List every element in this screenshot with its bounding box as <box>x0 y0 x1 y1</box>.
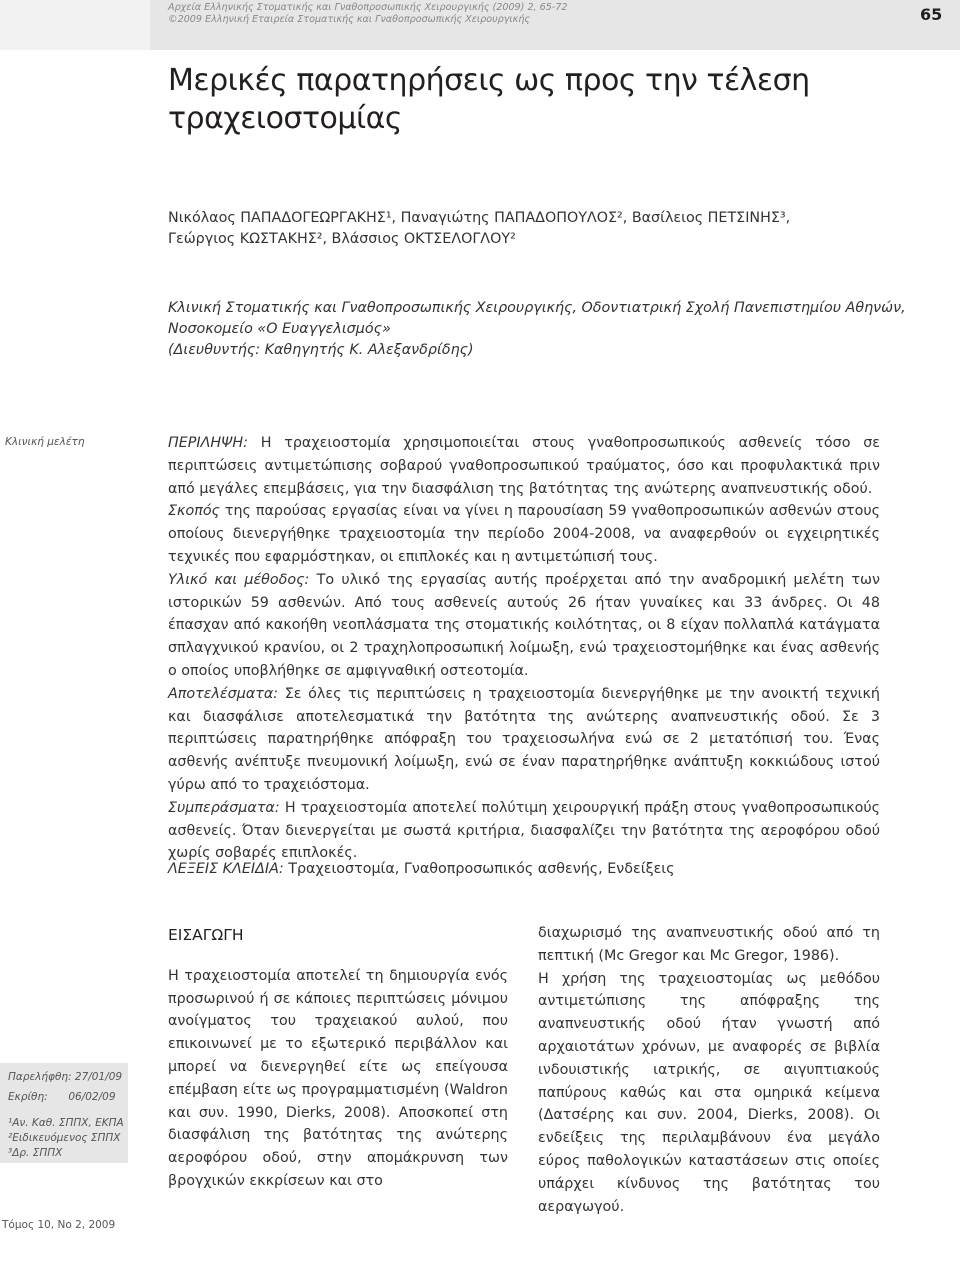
intro-paragraph-2: διαχωρισμό της αναπνευστικής οδού από τη πεπτική (Mc Gregor και Mc Gregor, 1986). <box>538 925 880 964</box>
keywords <box>168 858 880 880</box>
abstract-results-text: Σε όλες τις περιπτώσεις η τραχειοστομία διενεργήθηκε με την ανοικτή τεχνική και διασφάλισε αποτελεσματικά την βατότητα της ανώτερης αναπνευστικής οδού. Σε 3 περιπτώσεις παρατηρήθηκε απόφραξη του τραχειοσωλήνα ενώ σε 2 μετατόπισή του. Ένας ασθενής ανέπτυξε πνευμονική λοίμωξη, ενώ σε έναν παρατηρήθηκε ανάπτυξη κοκκιώδους ιστού γύρω από το τραχειόστομα. <box>168 685 880 793</box>
abstract-summary <box>168 432 880 500</box>
keywords-label: ΛΕΞΕΙΣ ΚΛΕΙΔΙΑ: <box>168 861 284 877</box>
intro-heading: ΕΙΣΑΓΩΓΗ <box>168 926 244 944</box>
affiliation-line2: Νοσοκομείο «Ο Ευαγγελισμός» <box>168 321 391 337</box>
received-date: Παρελήφθη: 27/01/09 <box>8 1071 123 1083</box>
intro-paragraph-3: Η χρήση της τραχειοστομίας ως μεθόδου αντιμετώπισης της απόφραξης της αναπνευστικής οδού ήταν γνωστή από αρχαιοτάτων χρόνων, με αναφορές σε βιβλία ινδουιστικής ιατρικής, σε αιγυπτιακούς παπύρους καθώς και στα ομηρικά κείμενα (Δατσέρης και συν. 2004, Dierks, 2008). Οι ενδείξεις της περιλαμβάνουν ένα μεγάλο εύρος παθολογικών καταστάσεων στις οποίες υπάρχει κίνδυνος της βατότητας του αεραγωγού. <box>538 970 880 1215</box>
abstract-summary-label: ΠΕΡΙΛΗΨΗ: <box>168 435 248 451</box>
author-note-3: ³Δρ. ΣΠΠΧ <box>8 1147 63 1159</box>
abstract <box>168 432 880 865</box>
abstract-conclusions-label: Συμπεράσματα: <box>168 799 280 816</box>
intro-column-2 <box>538 922 880 1218</box>
intro-paragraph-1: Η τραχειοστομία αποτελεί τη δημιουργία ενός προσωρινού ή σε κάποιες περιπτώσεις μόνιμου ανοίγματος του τραχειακού αυλού, που επικοινωνεί με το εξωτερικό περιβάλλον και μπορεί να διενεργηθεί είτε ως επείγουσα επέμβαση είτε ως προγραμματισμένη (Waldron και συν. 1990, Dierks, 2008). Αποσκοπεί στη διασφάλιση της βατότητας της ανώτερης αεροφόρου οδού, στην απομάκρυνση των βρογχικών εκκρίσεων και στο <box>168 967 508 1189</box>
abstract-summary-text: Η τραχειοστομία χρησιμοποιείται στους γναθοπροσωπικούς ασθενείς τόσο σε περιπτώσεις αντιμετώπισης σοβαρού γναθοπροσωπικού τραύματος, όσο και προφυλακτικά πριν από μεγάλες επεμβάσεις, για την διασφάλιση της βατότητας της ανώτερης αναπνευστικής οδού. <box>168 435 880 497</box>
abstract-conclusions-text: Η τραχειοστομία αποτελεί πολύτιμη χειρουργική πράξη στους γναθοπροσωπικούς ασθενείς. Όταν διενεργείται με σωστά κριτήρια, διασφαλίζει την βατότητα της αεροφόρου οδού χωρίς σοβαρές επιπλοκές. <box>168 799 880 862</box>
submission-note-box <box>0 1063 128 1163</box>
keywords-text: Τραχειοστομία, Γναθοπροσωπικός ασθενής, Ενδείξεις <box>288 861 675 877</box>
accepted-label: Εκρίθη: <box>8 1091 48 1103</box>
article-title-line1: Μερικές παρατηρήσεις ως προς την τέλεση <box>168 63 810 98</box>
accepted-row <box>8 1091 116 1103</box>
abstract-methods-label: Υλικό και μέθοδος: <box>168 571 310 588</box>
article-title <box>168 62 928 138</box>
accepted-date: 06/02/09 <box>68 1091 116 1103</box>
author-note-1: ¹Αν. Καθ. ΣΠΠΧ, ΕΚΠΑ <box>8 1117 124 1129</box>
abstract-aim <box>168 500 880 568</box>
affiliation <box>168 298 928 361</box>
journal-citation <box>168 2 568 26</box>
journal-citation-line2: ©2009 Ελληνική Εταιρεία Στοματικής και Γναθοπροσωπικής Χειρουργικής <box>168 14 531 25</box>
affiliation-line3: (Διευθυντής: Καθηγητής Κ. Αλεξανδρίδης) <box>168 342 474 358</box>
affiliation-line1: Κλινική Στοματικής και Γναθοπροσωπικής Χειρουργικής, Οδοντιατρική Σχολή Πανεπιστημίου Αθηνών, <box>168 300 906 316</box>
abstract-methods-text: Το υλικό της εργασίας αυτής προέρχεται από την αναδρομική μελέτη των ιστορικών 59 ασθενών. Από τους ασθενείς αυτούς 26 ήταν γυναίκες και 33 άνδρες. Οι 48 έπασχαν από κακοήθη νεοπλάσματα της στοματικής κοιλότητας, οι 8 είχαν πολλαπλά κατάγματα σπλαγχνικού κρανίου, οι 2 τραχηλοπροσωπική λοίμωξη, ενώ τραχειοστομήθηκε και ένας ασθενής ο οποίος υποβλήθηκε σε αμφιγναθική οστεοτομία. <box>168 571 880 679</box>
author-note-2: ²Ειδικευόμενος ΣΠΠΧ <box>8 1132 121 1144</box>
header-band-left <box>0 0 150 50</box>
abstract-results-label: Αποτελέσματα: <box>168 685 279 702</box>
page-number: 65 <box>920 5 943 24</box>
abstract-results <box>168 683 880 797</box>
article-title-line2: τραχειοστομίας <box>168 101 402 136</box>
abstract-aim-label: Σκοπός <box>168 503 220 520</box>
volume-footer: Τόμος 10, Νο 2, 2009 <box>2 1219 116 1231</box>
article-type-label: Κλινική μελέτη <box>5 436 85 448</box>
journal-citation-line1: Αρχεία Ελληνικής Στοματικής και Γναθοπροσωπικής Χειρουργικής (2009) 2, 65-72 <box>168 2 568 13</box>
authors <box>168 208 928 250</box>
intro-column-1 <box>168 924 508 1193</box>
authors-line2: Γεώργιος ΚΩΣΤΑΚΗΣ², Βλάσσιος ΟΚΤΣΕΛΟΓΛΟΥ² <box>168 231 516 247</box>
abstract-aim-text: της παρούσας εργασίας είναι να γίνει η παρουσίαση 59 γναθοπροσωπικών ασθενών στους οποίους διενεργήθηκε τραχειοστομία την περίοδο 2004-2008, να αναφερθούν οι εγχειρητικές τεχνικές που εφαρμόστηκαν, οι επιπλοκές και η αντιμετώπισή τους. <box>168 503 880 565</box>
abstract-methods <box>168 569 880 683</box>
authors-line1: Νικόλαος ΠΑΠΑΔΟΓΕΩΡΓΑΚΗΣ¹, Παναγιώτης ΠΑΠΑΔΟΠΟΥΛΟΣ², Βασίλειος ΠΕΤΣΙΝΗΣ³, <box>168 210 791 226</box>
abstract-conclusions <box>168 797 880 865</box>
